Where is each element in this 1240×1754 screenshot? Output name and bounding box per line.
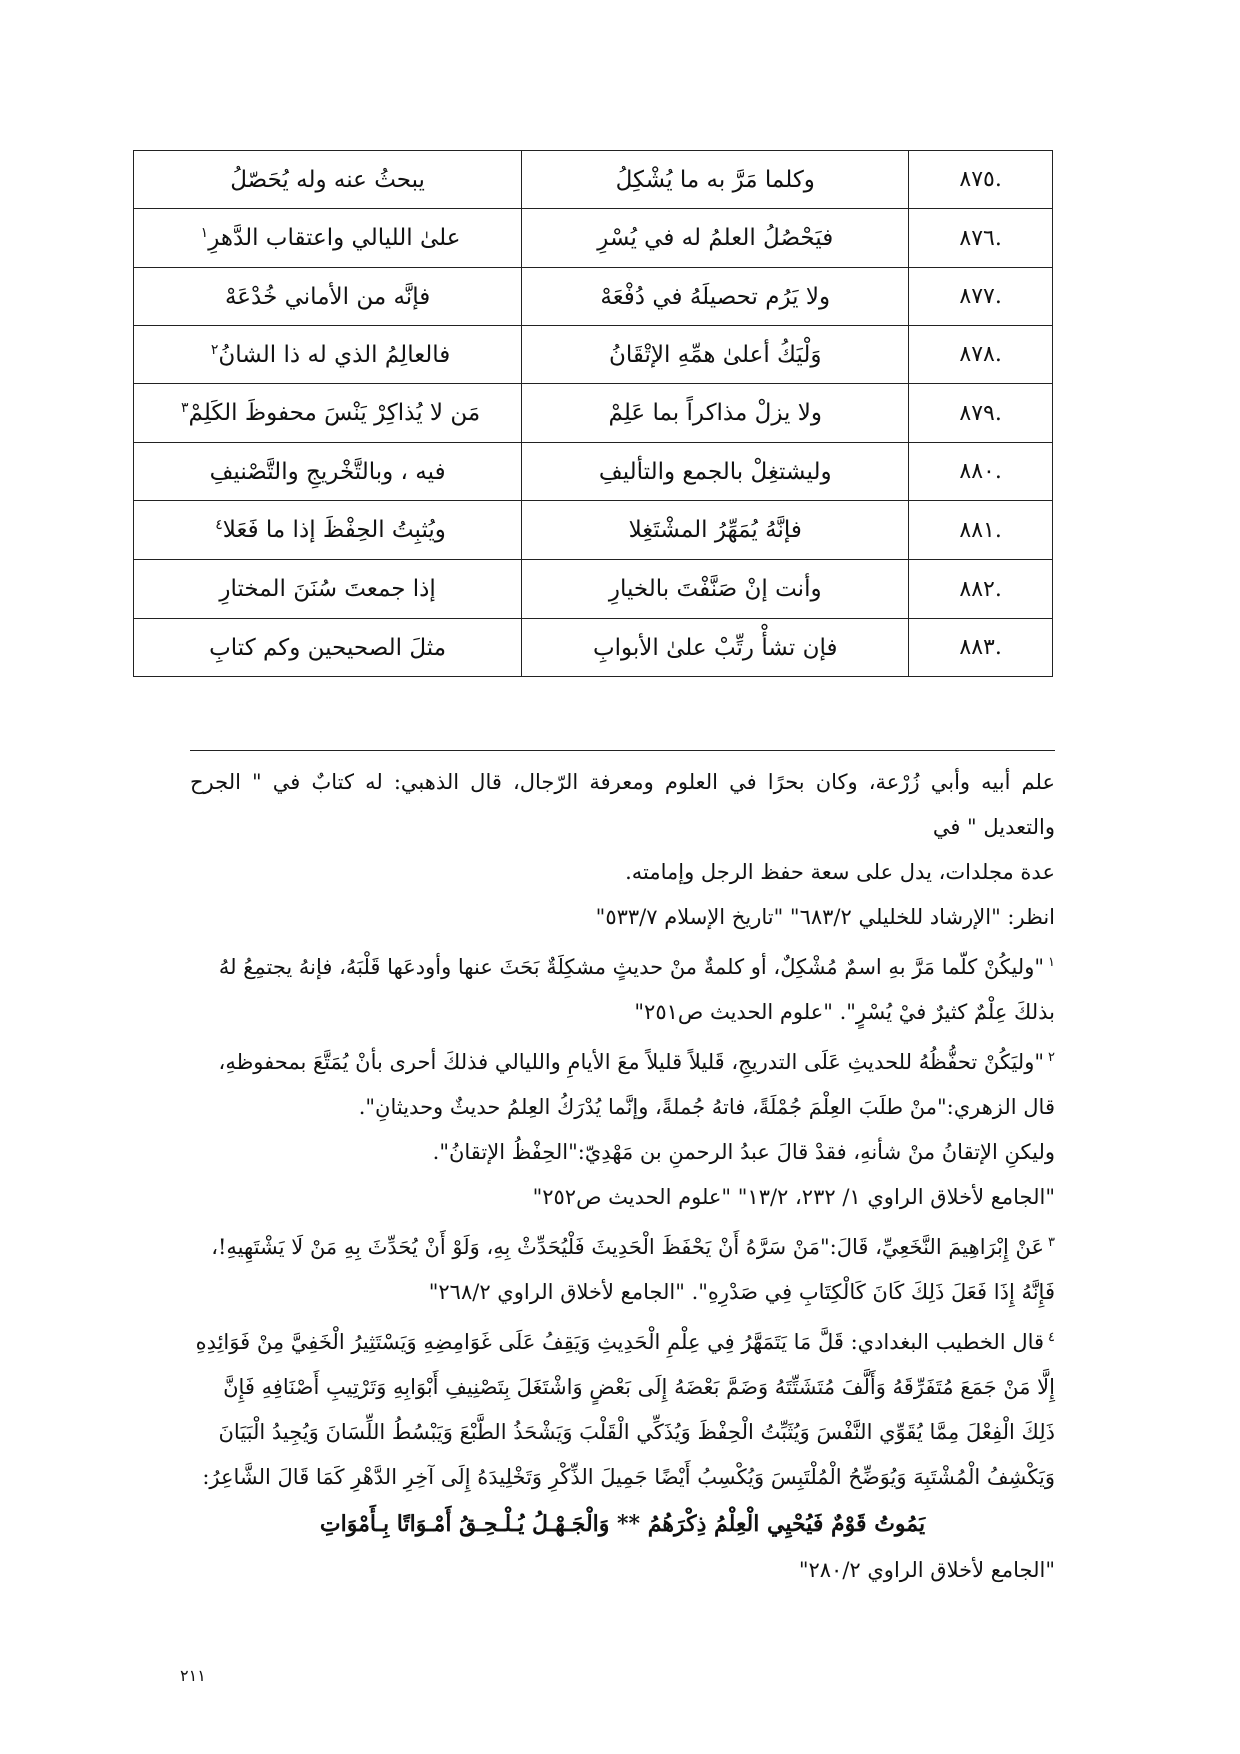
footnote-1 bbox=[190, 940, 1055, 990]
footnote-number: ٤ bbox=[1048, 1330, 1055, 1345]
footnote-reference: ٣ bbox=[180, 400, 189, 416]
verse-second-hemistich-cell bbox=[134, 619, 522, 677]
footnote-continuation-line: عدة مجلدات، يدل على سعة حفظ الرجل وإمامته. bbox=[625, 860, 1055, 884]
page-number: ٢١١ bbox=[180, 1666, 206, 1685]
verse-row bbox=[134, 151, 1053, 209]
verse-second-hemistich: يبحثُ عنه وله يُحَصّلُ bbox=[230, 166, 425, 193]
verse-second-hemistich-cell bbox=[134, 326, 522, 384]
verse-row bbox=[134, 560, 1053, 619]
verse-second-hemistich-cell bbox=[134, 560, 522, 619]
verse-second-hemistich: علىٰ الليالي واعتقاب الدَّهرِ bbox=[208, 225, 461, 251]
footnote-continuation-line: انظر: "الإرشاد للخليلي ٦٨٣/٢" "تاريخ الإسلام ٥٣٣/٧" bbox=[595, 905, 1055, 929]
verse-number: .٨٨٠ bbox=[909, 443, 1053, 501]
footnote-reference: ١ bbox=[200, 225, 209, 241]
footnote-text: إِلَّا مَنْ جَمَعَ مُتَفَرِّقَهُ وَأَلَّفَ مُتَشَتِّتَهُ وَضَمَّ بَعْضَهُ إِلَى بَعْضٍ وَاشْتَغَلَ بِتَصْنِيفِ أَبْوَابِهِ وَتَرْتِيبِ أَصْنَافِهِ فَإِنَّ bbox=[223, 1375, 1055, 1399]
poem-verse: يَمُوتُ قَوْمٌ فَيُحْيِي الْعِلْمُ ذِكْرَهُمُ ** وَالْجَـهْـلُ يُـلْـحِـقُ أَمْـوَاتًا بِـأَمْوَاتِ bbox=[319, 1511, 926, 1537]
footnote-3 bbox=[190, 1220, 1055, 1270]
verse-second-hemistich-cell bbox=[134, 209, 522, 268]
verse-first-hemistich: وليشتغِلْ بالجمع والتأليفِ bbox=[522, 443, 909, 501]
verse-second-hemistich: فالعالِمُ الذي له ذا الشانُ bbox=[218, 341, 451, 368]
verse-number: .٨٧٥ bbox=[909, 151, 1053, 209]
footnote-text: بذلكَ عِلْمٌ كثيرٌ فيْ يُسْرٍ". "علوم الحديث ص٢٥١" bbox=[634, 1000, 1055, 1024]
footnote-reference: ٢ bbox=[210, 341, 219, 358]
footnote-text: وَيَكْشِفُ الْمُشْتَبِهَ وَيُوَضِّحُ الْمُلْتَبِسَ وَيُكْسِبُ أَيْضًا جَمِيلَ الذِّكْرِ وَتَخْلِيدَهُ إِلَى آخِرِ الدَّهْرِ كَمَا قَالَ الشَّاعِرُ: bbox=[202, 1465, 1055, 1489]
verse-second-hemistich: فيه ، وبالتَّخْريجِ والتَّصْنيفِ bbox=[209, 458, 446, 485]
verse-second-hemistich-cell bbox=[134, 384, 522, 443]
verse-first-hemistich: وأنت إنْ صَنَّفْتَ بالخيارِ bbox=[522, 560, 909, 619]
verse-first-hemistich: فإن تشأْ رتِّبْ علىٰ الأبوابِ bbox=[522, 619, 909, 677]
footnote-text: "وليَكُنْ تحفُّظُهُ للحديثِ عَلَى التدريجِ، قَليلاً قليلاً معَ الأيامِ والليالي فذلكَ أحرى بأنْ يُمَتَّعَ بمحفوظهِ، bbox=[218, 1050, 1045, 1074]
footnote-separator bbox=[190, 750, 1055, 751]
footnote-4 bbox=[190, 1315, 1055, 1365]
verse-first-hemistich: وكلما مَرَّ به ما يُشْكِلُ bbox=[522, 151, 909, 209]
footnote-text: قال الزهري:"منْ طلَبَ العِلْمَ جُمْلَةً، فاتهُ جُملةً، وإنَّما يُدْرَكُ العِلمُ حديثٌ وحديثانِ". bbox=[358, 1095, 1055, 1119]
footnote-continuation-line: علم أبيه وأبي زُرْعة، وكان بحرًا في العلوم ومعرفة الرّجال، قال الذهبي: له كتابٌ في " الجرح والتعديل " في bbox=[190, 770, 1055, 839]
verse-second-hemistich: مثلَ الصحيحين وكم كتابِ bbox=[209, 634, 447, 661]
footnote-text: وليكنِ الإتقانُ منْ شأنهِ، فقدْ قالَ عبدُ الرحمنِ بن مَهْدِيّ:"الحِفْظُ الإتقانُ". bbox=[432, 1140, 1055, 1164]
verse-second-hemistich: إذا جمعتَ سُنَنَ المختارِ bbox=[219, 576, 436, 602]
verse-number: .٨٨٣ bbox=[909, 619, 1053, 677]
footnote-reference: ٤ bbox=[215, 517, 223, 533]
footnote-number: ١ bbox=[1048, 955, 1055, 970]
verse-row bbox=[134, 326, 1053, 384]
verse-row bbox=[134, 384, 1053, 443]
footnote-text: "وليكُنْ كلّما مَرَّ بهِ اسمٌ مُشْكِلٌ، أو كلمةٌ منْ حديثٍ مشكِلَةٌ بَحَثَ عنها وأودعَها قَلْبَهُ، فإنهُ يجتمِعُ لهُ bbox=[218, 955, 1045, 979]
footnote-number: ٣ bbox=[1048, 1235, 1055, 1250]
verse-number: .٨٧٦ bbox=[909, 209, 1053, 268]
verse-row bbox=[134, 443, 1053, 501]
verse-number: .٨٨١ bbox=[909, 501, 1053, 560]
verse-second-hemistich-cell bbox=[134, 443, 522, 501]
footnote-2 bbox=[190, 1035, 1055, 1085]
verse-first-hemistich: فيَحْصُلُ العلمُ له في يُسْرِ bbox=[522, 209, 909, 268]
verse-second-hemistich: فإنَّه من الأماني خُدْعَهْ bbox=[224, 283, 431, 310]
verse-table bbox=[133, 150, 1053, 677]
verse-number: .٨٧٧ bbox=[909, 268, 1053, 326]
verse-first-hemistich: فإنَّهُ يُمَهِّرُ المشْتَغِلا bbox=[522, 501, 909, 560]
verse-first-hemistich: ولا يزلْ مذاكراً بما عَلِمْ bbox=[522, 384, 909, 443]
verse-number: .٨٧٨ bbox=[909, 326, 1053, 384]
verse-first-hemistich: وَلْيَكُ أعلىٰ همِّهِ الإتْقَانُ bbox=[522, 326, 909, 384]
verse-second-hemistich: مَن لا يُذاكِرْ يَنْسَ محفوظَ الكَلِمْ bbox=[188, 400, 481, 426]
verse-row bbox=[134, 501, 1053, 560]
verse-number: .٨٨٢ bbox=[909, 560, 1053, 619]
footnote-text: ذَلِكَ الْفِعْلَ مِمَّا يُقَوِّي النَّفْسَ وَيُثَبِّتُ الْحِفْظَ وَيُذَكِّي الْقَلْبَ وَيَشْحَذُ الطَّبْعَ وَيَبْسُطُ اللِّسَانَ وَيُجِيدُ الْبَيَانَ bbox=[218, 1420, 1055, 1444]
footnote-text: فَإِنَّهُ إِذَا فَعَلَ ذَلِكَ كَانَ كَالْكِتَابِ فِي صَدْرِهِ". "الجامع لأخلاق الراوي ٢٦٨/٢" bbox=[428, 1280, 1055, 1304]
footnote-source: "الجامع لأخلاق الراوي ٢٨٠/٢" bbox=[798, 1558, 1055, 1582]
verse-row bbox=[134, 209, 1053, 268]
verse-row bbox=[134, 268, 1053, 326]
verse-second-hemistich-cell bbox=[134, 268, 522, 326]
footnote-text: "الجامع لأخلاق الراوي ١/ ٢٣٢، ١٣/٢" "علوم الحديث ص٢٥٢" bbox=[532, 1185, 1055, 1209]
verse-row bbox=[134, 619, 1053, 677]
footnote-text: قال الخطيب البغدادي: قَلَّ مَا يَتَمَهَّرُ فِي عِلْمِ الْحَدِيثِ وَيَقِفُ عَلَى غَوَامِضِهِ وَيَسْتَثِيرُ الْخَفِيَّ مِنْ فَوَائِدِهِ bbox=[195, 1330, 1045, 1354]
verse-second-hemistich-cell bbox=[134, 151, 522, 209]
footnote-text: عَنْ إِبْرَاهِيمَ النَّخَعِيِّ، قَالَ:"مَنْ سَرَّهُ أَنْ يَحْفَظَ الْحَدِيثَ فَلْيُحَدِّثْ بِهِ، وَلَوْ أَنْ يُحَدِّثَ بِهِ مَنْ لَا يَشْتَهِيهِ!، bbox=[211, 1235, 1045, 1259]
verse-first-hemistich: ولا يَرُم تحصيلَهُ في دُفْعَهْ bbox=[522, 268, 909, 326]
verse-second-hemistich-cell bbox=[134, 501, 522, 560]
footnotes bbox=[190, 760, 1055, 1593]
verse-number: .٨٧٩ bbox=[909, 384, 1053, 443]
verse-second-hemistich: ويُثبِتُ الحِفْظَ إذا ما فَعَلا bbox=[222, 517, 446, 543]
footnote-number: ٢ bbox=[1048, 1050, 1055, 1065]
